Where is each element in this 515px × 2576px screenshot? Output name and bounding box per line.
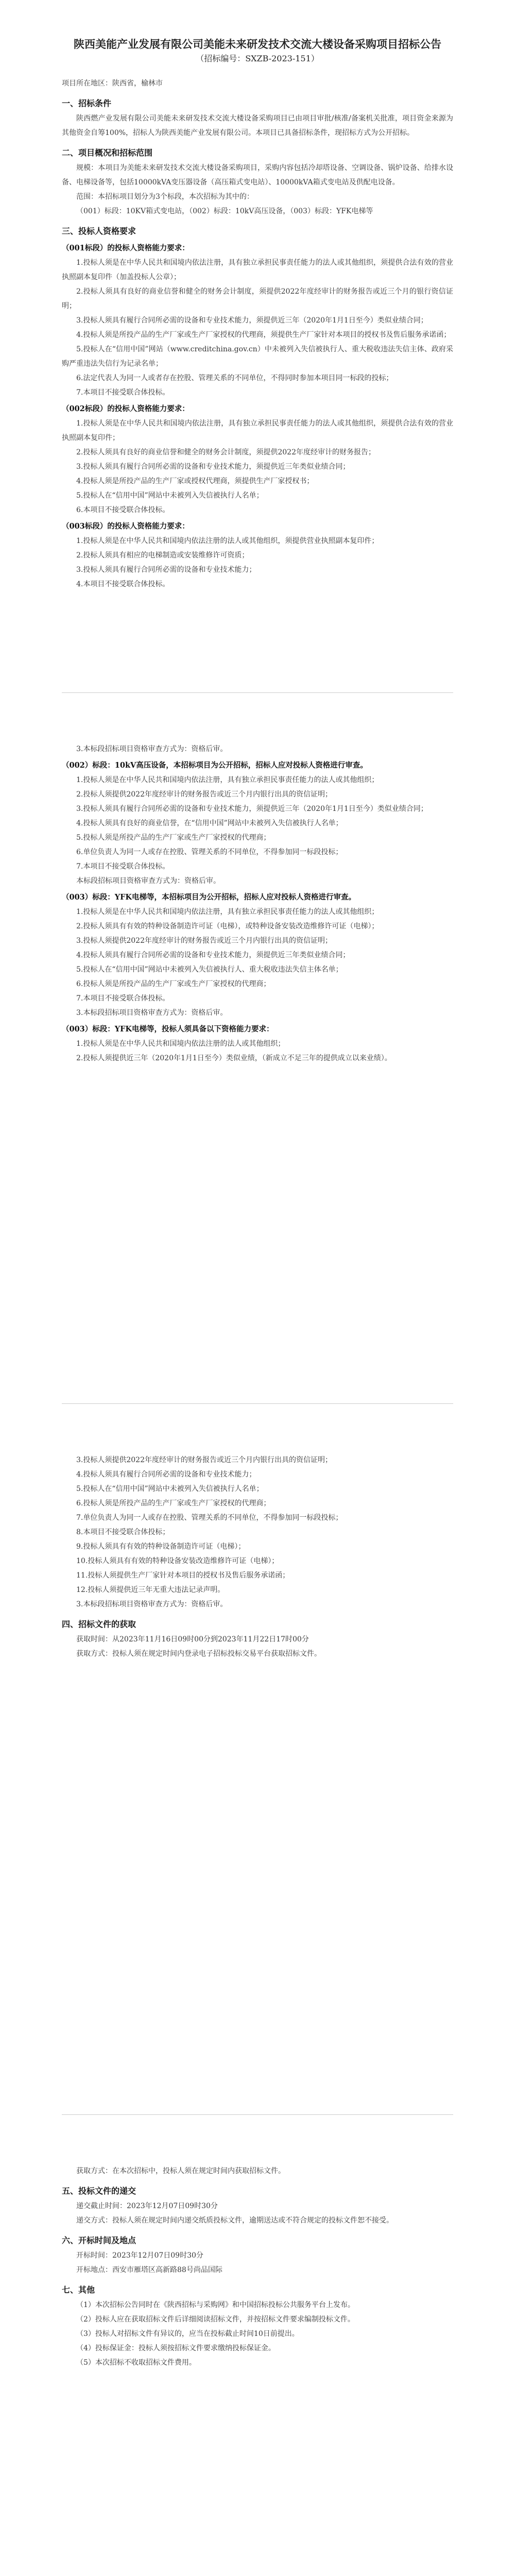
page-footer [0,1403,515,1414]
tender-number: （招标编号：SXZB-2023-151） [196,53,319,63]
paragraph: 1.投标人须是在中华人民共和国境内依法注册，具有独立承担民事责任能力的法人或其他组织，须提供合法有效的营业执照副本复印件（加盖投标人公章）； [62,258,453,281]
paragraph: 1.投标人须是在中华人民共和国境内依法注册，具有独立承担民事责任能力的法人或其他组织，须提供合法有效的营业执照副本复印件； [62,419,453,442]
paragraph: 6.投标人须是所投产品的生产厂家或生产厂家授权的代理商； [76,980,271,988]
paragraph: 4.投标人须具有良好的商业信誉，在“信用中国”网站中未被列入失信被执行人名单； [76,819,343,827]
page-2 [0,711,515,1422]
paragraph: 开标时间：2023年12月07日09时30分 [76,2251,203,2260]
paragraph: 4.投标人须是所投产品的生产厂家或生产厂家授权的代理商，须提供生产厂家针对本项目的授权书及售后服务承诺函； [76,330,451,339]
section-heading: 七、其他 [62,2285,95,2295]
page-1 [0,0,515,711]
paragraph: 3.本标段招标项目资格审查方式为：资格后审。 [76,1009,228,1017]
paragraph: 6.投标人须是所投产品的生产厂家或生产厂家授权的代理商； [76,1499,271,1507]
paragraph: 4.本项目不接受联合体投标。 [76,580,170,588]
paragraph: 2.投标人须提供近三年（2020年1月1日至今）类似业绩，（新成立不足三年的提供成立以来业绩）。 [76,1054,392,1062]
subsection-heading: （003）标段：YFK电梯等，投标人须具备以下资格能力要求： [62,1025,274,1033]
section-heading: 四、招标文件的获取 [62,1619,136,1629]
paragraph: 3.投标人须提供2022年度经审计的财务报告或近三个月内银行出具的资信证明； [76,937,332,945]
paragraph: 获取方式：投标人须在规定时间内登录电子招标投标交易平台获取招标文件。 [76,1650,321,1658]
paragraph: 6.本项目不接受联合体投标。 [76,505,170,514]
paragraph: 范围：本招标项目划分为3个标段，本次招标为其中的： [76,192,254,201]
paragraph: （3）投标人对招标文件有异议的，应当在投标截止时间10日前提出。 [76,2330,299,2338]
paragraph: 11.投标人须提供生产厂家针对本项目的授权书及售后服务承诺函； [76,1571,290,1580]
paragraph: 12.投标人须提供近三年无重大违法记录声明。 [76,1586,225,1594]
paragraph: 3.本标段招标项目资格审查方式为：资格后审。 [76,1600,228,1608]
paragraph: （1）本次招标公告同时在《陕西招标与采购网》和中国招标投标公共服务平台上发布。 [76,2301,355,2309]
subsection-heading: （002标段）的投标人资格能力要求： [62,404,190,413]
paragraph: 2.投标人须具有有效的特种设备制造许可证（电梯），或特种设备安装改造维修许可证（电梯）； [76,922,379,930]
paragraph: 10.投标人须具有有效的特种设备安装改造维修许可证（电梯）； [76,1557,279,1565]
section-heading: 二、项目概况和招标范围 [62,147,153,158]
paragraph: 1.投标人须是在中华人民共和国境内依法注册的法人或其他组织，须提供营业执照副本复印件； [76,536,379,545]
subsection-heading: （002）标段：10kV高压设备，本招标项目为公开招标，招标人应对投标人资格进行审查。 [62,761,368,770]
section-heading: 六、开标时间及地点 [62,2235,136,2245]
paragraph: 6.单位负责人为同一人或存在控股、管理关系的不同单位，不得参加同一标段投标； [76,848,343,856]
paragraph: 获取时间：从2023年11月16日09时00分到2023年11月22日17时00分 [76,1635,309,1643]
page-footer [0,2114,515,2125]
paragraph: 3.投标人须具有履行合同所必需的设备和专业技术能力，须提供近三年（2020年1月1日至今）类似业绩合同； [76,805,428,813]
page-4 [0,2133,515,2576]
paragraph: 4.投标人须是所投产品的生产厂家或授权代理商，须提供生产厂家授权书； [76,477,314,485]
paragraph: 5.投标人在“信用中国”网站中未被列入失信被执行人、重大税收违法失信主体名单； [76,965,343,974]
paragraph: 5.投标人在“信用中国”网站中未被列入失信被执行人名单； [76,1485,264,1493]
paragraph: （001）标段：10KV箱式变电站，（002）标段：10kV高压设备，（003）标段：YFK电梯等 [76,207,373,215]
paragraph: 7.本项目不接受联合体投标。 [76,862,170,871]
subsection-heading: （001标段）的投标人资格能力要求： [62,243,190,252]
paragraph: 8.本项目不接受联合体投标； [76,1528,170,1536]
paragraph: （4）投标保证金：投标人须按招标文件要求缴纳投标保证金。 [76,2344,276,2352]
paragraph: 递交截止时间：2023年12月07日09时30分 [76,2202,218,2210]
paragraph: 3.投标人须提供2022年度经审计的财务报告或近三个月内银行出具的资信证明； [76,1456,332,1464]
section-heading: 五、投标文件的递交 [62,2186,136,2196]
paragraph: 5.投标人须是所投产品的生产厂家或生产厂家授权的代理商； [76,834,271,842]
paragraph: 9.投标人须具有有效的特种设备制造许可证（电梯）； [76,1543,246,1551]
paragraph: 本标段招标项目资格审查方式为：资格后审。 [76,877,220,885]
paragraph: 2.投标人须提供2022年度经审计的财务报告或近三个月内银行出具的资信证明； [76,790,332,799]
section-heading: 一、招标条件 [62,98,112,108]
document-title [62,36,453,65]
paragraph: 1.投标人须是在中华人民共和国境内依法注册的法人或其他组织； [76,1040,285,1048]
paragraph: 2.投标人须具有良好的商业信誉和健全的财务会计制度，须提供2022年度经审计的财务报告或近三个月的银行资信证明； [62,287,453,310]
title-text: 陕西美能产业发展有限公司美能未来研发技术交流大楼设备采购项目招标公告 [74,38,441,50]
paragraph: 7.本项目不接受联合体投标。 [76,994,170,1003]
page-footer [0,692,515,703]
subsection-heading: （003标段）的投标人资格能力要求： [62,521,190,531]
paragraph: 开标地点：西安市雁塔区高新路88号尚品国际 [76,2266,222,2274]
paragraph: 4.投标人须具有履行合同所必需的设备和专业技术能力； [76,1470,256,1479]
paragraph: 2.投标人须具有相应的电梯制造或安装维修许可资质； [76,551,249,560]
paragraph: 6.法定代表人为同一人或者存在控股、管理关系的不同单位，不得同时参加本项目同一标段的投标； [76,374,393,382]
paragraph: 5.投标人在“信用中国”网站（www.creditchina.gov.cn）中未被列入失信被执行人、重大税收违法失信主体、政府采购严重违法失信行为记录名单； [62,345,453,368]
paragraph: 3.投标人须具有履行合同所必需的设备和专业技术能力，须提供近三年类似业绩合同； [76,462,350,471]
project-location: 项目所在地区：陕西省，榆林市 [62,79,163,88]
paragraph: （5）本次招标不收取招标文件费用。 [76,2359,196,2367]
paragraph: （2）投标人应在获取招标文件后详细阅读招标文件，并按招标文件要求编制投标文件。 [76,2315,355,2324]
paragraph: 1.投标人须是在中华人民共和国境内依法注册，具有独立承担民事责任能力的法人或其他组织； [76,776,379,784]
paragraph: 4.投标人须具有履行合同所必需的设备和专业技术能力，须提供近三年类似业绩合同； [76,951,350,959]
paragraph: 递交方式：投标人须在规定时间内递交纸质投标文件，逾期送达或不符合规定的投标文件恕不接受。 [76,2216,393,2225]
paragraph: 2.投标人须具有良好的商业信誉和健全的财务会计制度，须提供2022年度经审计的财务报告； [76,448,375,456]
subsection-heading: （003）标段：YFK电梯等，本招标项目为公开招标，招标人应对投标人资格进行审查。 [62,893,356,902]
paragraph: 3.本标段招标项目资格审查方式为：资格后审。 [76,745,228,753]
paragraph: 7.本项目不接受联合体投标。 [76,388,170,397]
page-3 [0,1422,515,2133]
section-heading: 三、投标人资格要求 [62,226,136,236]
paragraph: 1.投标人须是在中华人民共和国境内依法注册，具有独立承担民事责任能力的法人或其他组织； [76,908,379,916]
paragraph: 3.投标人须具有履行合同所必需的设备和专业技术能力； [76,565,256,574]
paragraph: 陕西燃产业发展有限公司美能未来研发技术交流大楼设备采购项目已由项目审批/核准/备案机关批准，项目资金来源为其他资金自筹100%，招标人为陕西美能产业发展有限公司。本项目已具备招标条件，现招标方式为公开招标。 [62,114,453,137]
paragraph: 3.投标人须具有履行合同所必需的设备和专业技术能力，须提供近三年（2020年1月1日至今）类似业绩合同； [76,316,428,325]
paragraph: 规模：本项目为美能未来研发技术交流大楼设备采购项目，采购内容包括冷却塔设备、空调设备、锅炉设备、给排水设备、电梯设备等，包括10000kVA变压器设备（高压箱式变电站）、10000kVA箱式变电站及供配电设备。 [62,163,453,187]
paragraph: 7.单位负责人为同一人或存在控股、管理关系的不同单位，不得参加同一标段投标； [76,1514,343,1522]
paragraph: 获取方式：在本次招标中，投标人须在规定时间内获取招标文件。 [76,2167,285,2175]
paragraph: 5.投标人在“信用中国”网站中未被列入失信被执行人名单； [76,491,264,500]
